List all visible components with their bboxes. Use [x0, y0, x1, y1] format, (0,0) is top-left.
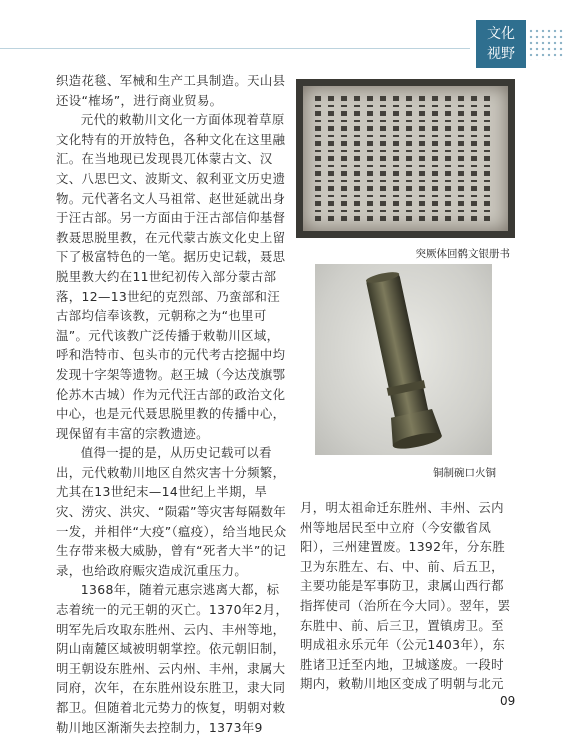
left-column — [56, 71, 292, 737]
bronze-cannon-photo — [315, 264, 492, 455]
right-column — [300, 498, 515, 694]
silver-tablet-photo — [296, 79, 515, 238]
paragraph: 月，明太祖命迁东胜州、丰州、云内州等地居民至中立府（今安徽省凤阳），三州建置废。1392年，分东胜卫为东胜左、右、中、前、后五卫，主要功能是军事防卫，隶属山西行都指挥使司（治所在今大同）。翌年，罢东胜中、前、后三卫，置镇虏卫。至明成祖永乐元年（公元1403年），东胜诸卫迁至内地，卫城遂废。一段时期内，敕勒川地区变成了明朝与北元 — [300, 500, 511, 692]
paragraph: 1368年，随着元惠宗逃离大都，标志着统一的元王朝的灭亡。1370年2月，明军先后攻取东胜州、云内、丰州等地，阴山南麓区域被明朝掌控。依元朝旧制，明王朝设东胜州、云内州、丰州，隶属大同府，次年，在东胜州设东胜卫，隶大同都卫。但随着北元势力的恢复，明朝对敕勒川地区渐渐失去控制力，1373年9 — [56, 582, 289, 735]
badge-line2: 视野 — [487, 46, 515, 62]
paragraph: 织造花毯、军械和生产工具制造。天山县还设“榷场”，进行商业贸易。 — [56, 73, 286, 108]
header-rule — [0, 48, 470, 49]
figure-caption: 铜制碗口火铜 — [433, 467, 496, 479]
section-badge — [476, 20, 526, 68]
dot-pattern — [528, 28, 564, 60]
badge-line1: 文化 — [487, 26, 515, 42]
cannon-illustration — [315, 264, 492, 455]
page-number: 09 — [500, 694, 516, 708]
paragraph: 值得一提的是，从历史记载可以看出，元代敕勒川地区自然灾害十分频繁，尤其在13世纪末—14世纪上半期，旱灾、涝灾、洪灾、“陨霜”等灾害每隔数年一发，并相伴“大疫”（瘟疫），给当地民众生存带来极大威胁，曾有“死者大半”的记录，也给政府赈灾造成沉重压力。 — [56, 445, 287, 578]
figure-caption: 突厥体回鹘文银册书 — [415, 248, 510, 260]
paragraph: 元代的敕勒川文化一方面体现着草原文化特有的开放特色，各种文化在这里融汇。在当地现已发现畏兀体蒙古文、汉文、八思巴文、波斯文、叙利亚文历史遗物。元代著名文人马祖常、赵世延就出身于汪古部。另一方面由于汪古部信仰基督教聂思脱里教，在元代蒙古族文化史上留下了极富特色的一笔。据历史记载，聂思脱里教大约在11世纪初传入部分蒙古部落，12—13世纪的克烈部、乃蛮部和汪古部均信奉该教，元朝称之为“也里可温”。元代该教广泛传播于敕勒川区域，呼和浩特市、包头市的元代考古挖掘中均发现十字架等遗物。赵王城（今达茂旗鄂伦苏木古城）作为元代汪古部的政治文化中心，也是元代聂思脱里教的传播中心，现保留有丰富的宗教遗迹。 — [56, 112, 286, 441]
